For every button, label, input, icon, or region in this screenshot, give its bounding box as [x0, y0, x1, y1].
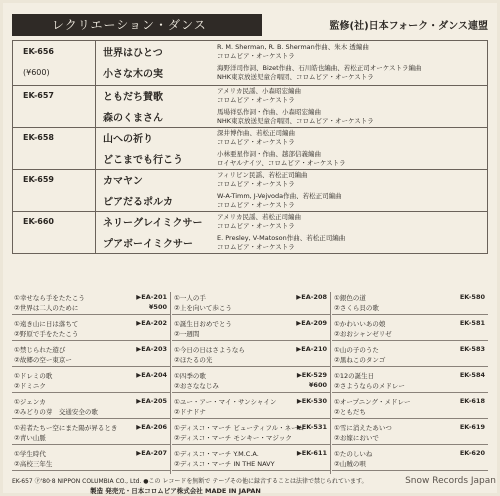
track-a: ①12の誕生日	[334, 372, 375, 380]
catalog-code: EK-581	[459, 319, 485, 327]
credit-line: NHK東京放送児童合唱団、コロムビア・オーケストラ	[217, 117, 374, 125]
song-title: 森のくまさん	[103, 113, 163, 124]
track-a: ①ジェンカ	[14, 398, 46, 406]
manufacturer-line: 製造 発売元・日本コロムビア株式会社 MADE IN JAPAN	[90, 487, 261, 495]
column-divider	[170, 292, 171, 474]
catalog-code: ▶EA-207	[136, 449, 167, 457]
record-group	[13, 127, 487, 170]
header	[12, 14, 488, 36]
track-a: ①誕生日おめでとう	[174, 320, 232, 328]
catalog-entry	[172, 318, 330, 341]
catalog-entry	[12, 448, 170, 471]
catalog-code: EK-583	[459, 345, 485, 353]
track-b: ②上を向いて歩こう	[174, 304, 232, 312]
catalog-entry	[332, 292, 488, 315]
track-a: ①学生時代	[14, 450, 46, 458]
catalog-entry	[12, 422, 170, 445]
catalog-code: EK-618	[459, 397, 485, 405]
track-a: ①若者たちー空にまた陽が昇るとき	[14, 424, 118, 432]
catalog-code: ▶EK-529	[296, 371, 327, 379]
credit-line: フィリピン民謡、若松正司編曲	[217, 171, 308, 179]
track-b: ②一週間	[174, 330, 200, 338]
track-b: ②おさななじみ	[174, 382, 219, 390]
catalog-entry	[12, 370, 170, 393]
catalog-entry	[332, 344, 488, 367]
track-b: ②青い山脈	[14, 434, 46, 442]
catalog-column	[332, 292, 488, 474]
catalog-code: EK-580	[459, 293, 485, 301]
track-b: ②さくら貝の歌	[334, 304, 379, 312]
credit-line: コロムビア・オーケストラ	[217, 138, 295, 146]
catalog-code: EK-584	[459, 371, 485, 379]
song-title: プアボーイミクサー	[103, 239, 193, 250]
catalog-price: ¥600	[308, 381, 327, 389]
credit-line: コロムビア・オーケストラ	[217, 243, 295, 251]
record-group	[13, 169, 487, 212]
catalog-code: ▶EA-203	[136, 345, 167, 353]
track-b: ②お嫁においで	[334, 434, 379, 442]
catalog-number: EK-660	[23, 217, 54, 226]
song-title: カマヤン	[103, 176, 143, 187]
catalog-entry	[172, 448, 330, 471]
track-a: ①山の子のうた	[334, 346, 379, 354]
catalog-column	[172, 292, 330, 474]
song-title: どこまでも行こう	[103, 155, 183, 166]
track-a: ①禁じられた遊び	[14, 346, 66, 354]
track-b: ②ディスコ・マーチ IN THE NAVY	[174, 460, 275, 468]
catalog-number: EK-656	[23, 47, 54, 56]
credit-line: コロムビア・オーケストラ	[217, 96, 295, 104]
credit-line: W-A-Timm, J-Vejvoda作曲、若松正司編曲	[217, 192, 342, 200]
credit-line: コロムビア・オーケストラ	[217, 180, 295, 188]
song-title: 小さな木の実	[103, 69, 163, 80]
credit-line: コロムビア・オーケストラ	[217, 222, 295, 230]
copyright-line: EK-657 Ⓟ'80·8 NIPPON COLUMBIA CO., Ltd. ●この レコードを無断で テープその他に録音することは法律で禁じられています。	[12, 478, 368, 485]
price: (¥600)	[23, 68, 50, 77]
credit-line: アメリカ民謡、小森昭宏編曲	[217, 87, 302, 95]
credit-line: 小林亜星作詞・作曲、越部信義編曲	[217, 150, 321, 158]
catalog-code: ▶EK-611	[296, 449, 327, 457]
track-list	[12, 40, 488, 254]
catalog-entry	[332, 396, 488, 419]
track-a: ①銀色の道	[334, 294, 366, 302]
credit-line: ロイヤルナイツ、コロムビア・オーケストラ	[217, 159, 346, 167]
catalog-entry	[332, 448, 488, 471]
track-b: ②山賊の唄	[334, 460, 366, 468]
credit-line: コロムビア・オーケストラ	[217, 201, 295, 209]
track-b: ②ともだち	[334, 408, 366, 416]
catalog-code: ▶EA-205	[136, 397, 167, 405]
credit-line: アメリカ民謡、若松正司編曲	[217, 213, 302, 221]
supervision-credit: 監修(社)日本フォーク・ダンス連盟	[329, 21, 488, 32]
track-a: ①遠き山に日は落ちて	[14, 320, 79, 328]
song-title: 世界はひとつ	[103, 48, 163, 59]
track-a: ①ドレミの歌	[14, 372, 53, 380]
catalog-code: ▶EA-209	[296, 319, 327, 327]
catalog-code: ▶EK-531	[296, 423, 327, 431]
catalog-number: EK-657	[23, 91, 54, 100]
catalog-code: ▶EA-201	[136, 293, 167, 301]
series-title: レクリエーション・ダンス	[12, 14, 262, 36]
credit-line: R. M. Sherman, R. B. Sherman作曲、朱木 透編曲	[217, 43, 369, 51]
catalog-entry	[12, 396, 170, 419]
track-b: ②ドミニク	[14, 382, 46, 390]
catalog-entry	[172, 344, 330, 367]
track-b: ②ディスコ・マーチ モンキー・マジック	[174, 434, 292, 442]
track-a: ①ディスコ・マーチ ビューティフル・ネーム	[174, 424, 305, 432]
catalog-entry	[172, 396, 330, 419]
track-b: ②みどりの芽 交通安全の歌	[14, 408, 98, 416]
track-b: ②高校三年生	[14, 460, 53, 468]
track-b: ②さようならのメドレー	[334, 382, 405, 390]
catalog-entry	[12, 344, 170, 367]
track-a: ①オープニング・メドレー	[334, 398, 411, 406]
catalog-price: ¥500	[148, 303, 167, 311]
track-b: ②おおシャンゼリゼ	[334, 330, 392, 338]
catalog-code: EK-619	[459, 423, 485, 431]
watermark: Snow Records Japan	[405, 476, 496, 486]
credit-line: コロムビア・オーケストラ	[217, 52, 295, 60]
catalog-entry	[332, 318, 488, 341]
catalog-entry	[12, 318, 170, 341]
track-a: ①たのしいね	[334, 450, 373, 458]
catalog-number: EK-658	[23, 133, 54, 142]
column-divider	[330, 292, 331, 474]
catalog-number: EK-659	[23, 175, 54, 184]
track-b: ②故郷の空ー東京ー	[14, 356, 72, 364]
track-b: ②野原で手をたたこう	[14, 330, 79, 338]
catalog-code: ▶EA-208	[296, 293, 327, 301]
catalog-column	[12, 292, 170, 474]
track-a: ①雪に消えたあいつ	[334, 424, 392, 432]
track-a: ①ユー・アー・マイ・サンシャイン	[174, 398, 277, 406]
record-group	[13, 85, 487, 128]
catalog-code: ▶EA-210	[296, 345, 327, 353]
track-b: ②ほたるの光	[174, 356, 213, 364]
song-title: 山への祈り	[103, 134, 153, 145]
track-b: ②黒ねこのタンゴ	[334, 356, 386, 364]
record-group	[13, 41, 487, 86]
catalog-code: ▶EA-204	[136, 371, 167, 379]
track-a: ①幸せなら手をたたこう	[14, 294, 85, 302]
record-group	[13, 211, 487, 254]
track-b: ②ドナドナ	[174, 408, 206, 416]
track-a: ①今日の日はさようなら	[174, 346, 245, 354]
credit-line: 深井博作曲、若松正司編曲	[217, 129, 295, 137]
song-title: ネリーグレイミクサー	[103, 218, 203, 229]
credit-line: E. Presley, V-Matoson作曲、若松正司編曲	[217, 234, 346, 242]
credit-line: NHK東京放送児童合唱団、コロムビア・オーケストラ	[217, 73, 374, 81]
credit-line: 海野洋司作詞、Bizet作曲、石川皓也編曲、若松正司オーケストラ編曲	[217, 64, 422, 72]
track-b: ②世界は二人のために	[14, 304, 79, 312]
track-a: ①一人の手	[174, 294, 206, 302]
catalog-list	[12, 292, 488, 474]
catalog-entry	[332, 422, 488, 445]
catalog-entry	[12, 292, 170, 315]
column-divider	[95, 41, 96, 253]
catalog-code: EK-620	[459, 449, 485, 457]
song-title: ともだち賛歌	[103, 92, 163, 103]
catalog-entry	[172, 422, 330, 445]
catalog-entry	[332, 370, 488, 393]
track-a: ①ディスコ・マーチ Y.M.C.A.	[174, 450, 259, 458]
track-a: ①四季の歌	[174, 372, 206, 380]
track-a: ①かわいいあの娘	[334, 320, 386, 328]
credit-line: 馬場祥弘作詞・作曲、小森昭宏編曲	[217, 108, 321, 116]
catalog-code: ▶EA-206	[136, 423, 167, 431]
catalog-entry	[172, 292, 330, 315]
catalog-entry	[172, 370, 330, 393]
catalog-code: ▶EK-530	[296, 397, 327, 405]
song-title: ピアだるポルカ	[103, 197, 173, 208]
catalog-code: ▶EA-202	[136, 319, 167, 327]
